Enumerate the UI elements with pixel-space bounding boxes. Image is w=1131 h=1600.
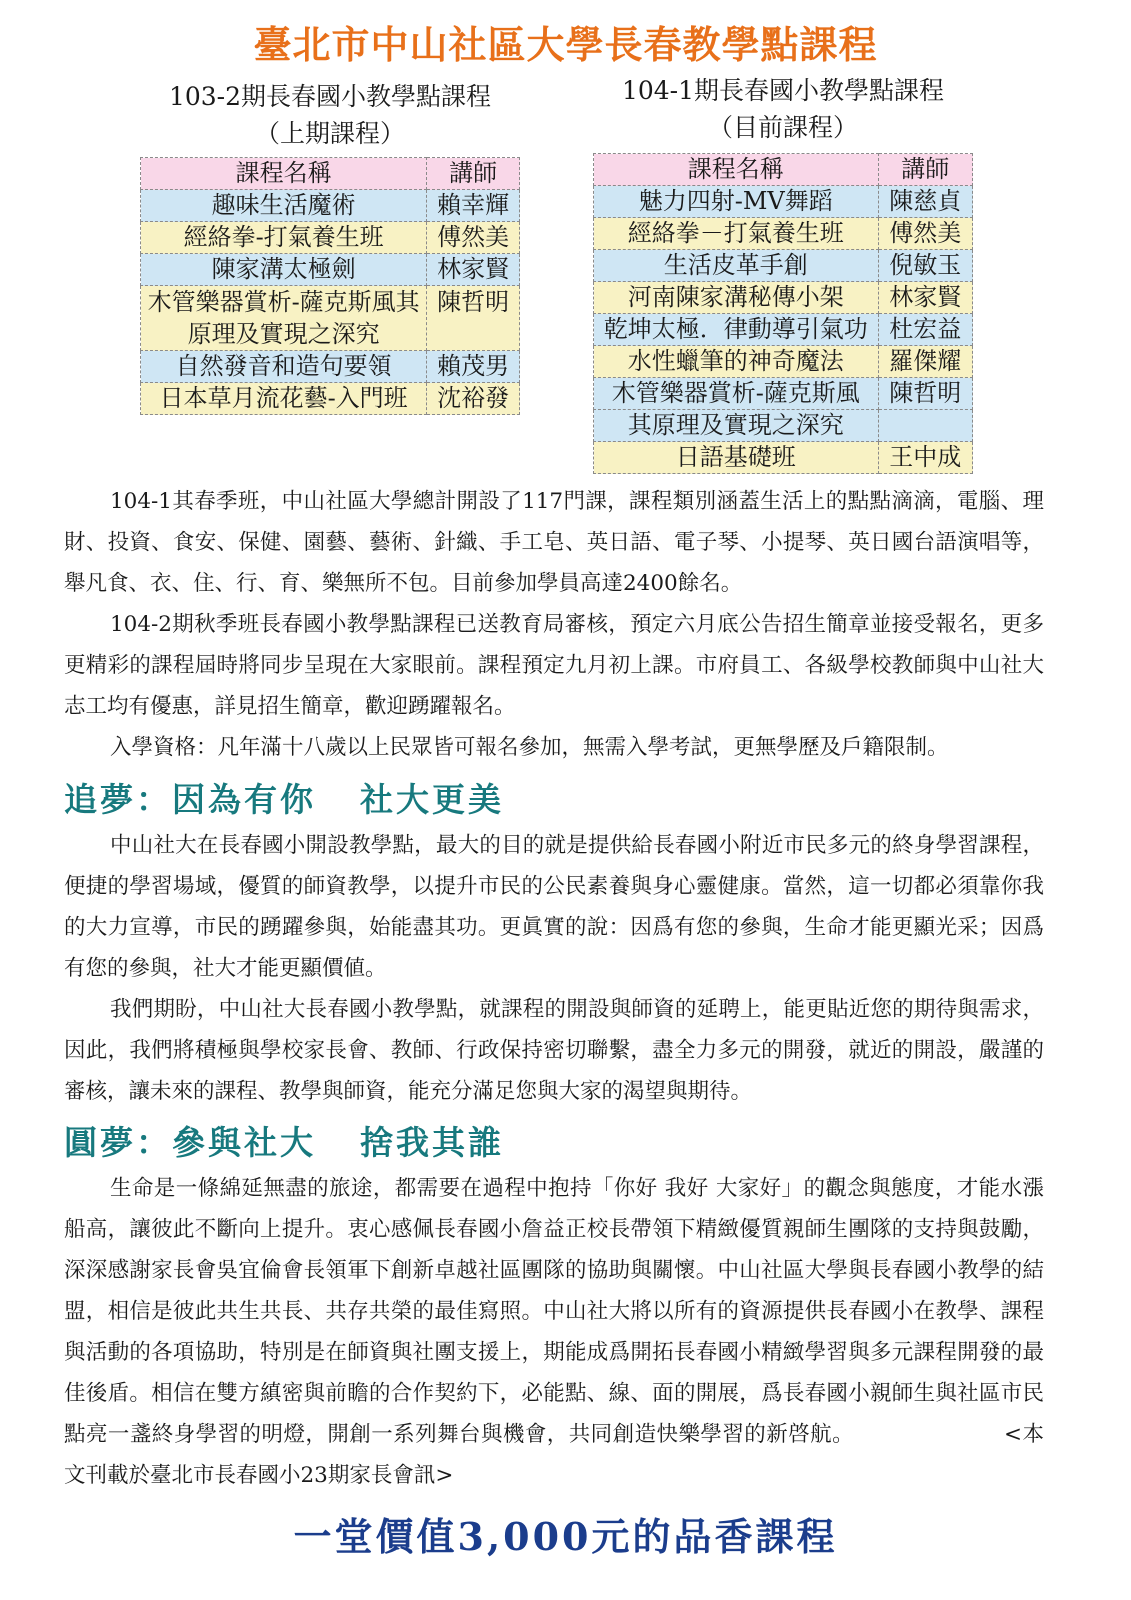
course-name: 生活皮革手創 <box>594 250 879 282</box>
teacher-name <box>878 410 972 442</box>
teacher-name: 林家賢 <box>878 282 972 314</box>
table-row <box>594 410 973 442</box>
intro-paragraph: 104-2期秋季班長春國小教學點課程已送教育局審核，預定六月底公告招生簡章並接受報名，更多更精彩的課程屆時將同步呈現在大家眼前。課程預定九月初上課。市府員工、各級學校教師與中山社大志工均有優惠，詳見招生簡章，歡迎踴躍報名。 <box>64 612 1044 719</box>
page-title: 臺北市中山社區大學長春教學點課程 <box>253 23 878 67</box>
section2-paragraph-text: 生命是一條綿延無盡的旅途，都需要在過程中抱持「你好 我好 大家好」的觀念與態度，才能水漲船高，讓彼此不斷向上提升。衷心感佩長春國小詹益正校長帶領下精緻優質親師生團隊的支持與鼓勵，深深感謝家長會吳宜倫會長領軍下創新卓越社區團隊的協助與關懷。中山社區大學與長春國小教學的結盟，相信是彼此共生共長、共存共榮的最佳寫照。中山社大將以所有的資源提供長春國小在教學、課程與活動的各項協助，特別是在師資與社團支援上，期能成爲開拓長春國小精緻學習與多元課程開發的最佳後盾。相信在雙方縝密與前瞻的合作契約下，必能點、線、面的開展，爲長春國小親師生與社區市民點亮一盞終身學習的明燈，開創一系列舞台與機會，共同創造快樂學習的新啓航。 <box>64 1176 1044 1447</box>
teacher-name: 陳哲明 <box>427 286 520 351</box>
table-header-row <box>141 158 520 190</box>
table-row <box>594 282 973 314</box>
section1-text <box>64 825 1044 1112</box>
course-name: 經絡拳-打氣養生班 <box>141 222 427 254</box>
teacher-name: 倪敏玉 <box>878 250 972 282</box>
intro-paragraph: 104-1其春季班，中山社區大學總計開設了117門課，課程類別涵蓋生活上的點點滴滴，電腦、理財、投資、食安、保健、園藝、藝術、針織、手工皂、英日語、電子琴、小提琴、英日國台語演唱等，舉凡食、衣、住、行、育、樂無所不包。目前參加學員高達2400餘名。 <box>64 489 1044 596</box>
column-header-course: 課程名稱 <box>141 158 427 190</box>
section-heading-part: 社大更美 <box>360 780 504 819</box>
teacher-name: 林家賢 <box>427 254 520 286</box>
course-name: 其原理及實現之深究 <box>594 410 879 442</box>
table-row <box>141 190 520 222</box>
teacher-name: 杜宏益 <box>878 314 972 346</box>
course-name: 自然發音和造句要領 <box>141 351 427 383</box>
teacher-name: 陳慈貞 <box>878 186 972 218</box>
table-header-row <box>594 154 973 186</box>
right-course-table <box>593 153 973 474</box>
course-name: 木管樂器賞析-薩克斯風其原理及實現之深究 <box>141 286 427 351</box>
table-row <box>594 314 973 346</box>
left-semester-subtitle: （上期課程） <box>254 119 405 148</box>
teacher-name: 羅傑耀 <box>878 346 972 378</box>
section-heading-chasing-dreams <box>64 774 504 821</box>
column-header-teacher: 講師 <box>878 154 972 186</box>
table-row <box>141 383 520 415</box>
section-heading-part: 圓夢：參與社大 <box>64 1123 316 1162</box>
teacher-name: 傅然美 <box>878 218 972 250</box>
left-semester-title: 103-2期長春國小教學點課程 <box>168 82 492 111</box>
course-name: 魅力四射-MV舞蹈 <box>594 186 879 218</box>
table-row <box>141 286 520 351</box>
course-name: 經絡拳－打氣養生班 <box>594 218 879 250</box>
course-name: 河南陳家溝秘傳小架 <box>594 282 879 314</box>
section-heading-part: 追夢：因為有你 <box>64 780 316 819</box>
right-semester-subtitle: （目前課程） <box>707 113 858 142</box>
section2-text <box>64 1168 1044 1496</box>
section2-paragraph <box>64 1168 1044 1496</box>
section1-paragraph: 中山社大在長春國小開設教學點，最大的目的就是提供給長春國小附近市民多元的終身學習課程，便捷的學習場域，優質的師資教學，以提升市民的公民素養與身心靈健康。當然，這一切都必須靠你我的大力宣導，市民的踴躍參與，始能盡其功。更眞實的說：因爲有您的參與，生命才能更顯光采；因爲有您的參與，社大才能更顯價値。 <box>64 833 1044 981</box>
course-name: 水性蠟筆的神奇魔法 <box>594 346 879 378</box>
left-course-table <box>140 157 520 415</box>
course-name: 陳家溝太極劍 <box>141 254 427 286</box>
right-semester-title: 104-1期長春國小教學點課程 <box>621 76 945 105</box>
intro-paragraph: 入學資格：凡年滿十八歲以上民眾皆可報名參加，無需入學考試，更無學歷及戶籍限制。 <box>110 735 949 760</box>
teacher-name: 賴幸輝 <box>427 190 520 222</box>
teacher-name: 王中成 <box>878 442 972 474</box>
course-name: 木管樂器賞析-薩克斯風 <box>594 378 879 410</box>
table-row <box>141 222 520 254</box>
bottom-title: 一堂價值3,000元的品香課程 <box>293 1514 838 1559</box>
teacher-name: 傅然美 <box>427 222 520 254</box>
course-name: 日本草月流花藝-入門班 <box>141 383 427 415</box>
course-name: 日語基礎班 <box>594 442 879 474</box>
left-semester-heading <box>140 78 520 152</box>
table-row <box>594 378 973 410</box>
source-note: <本文刊載於臺北市長春國小23期家長會訊> <box>64 1422 1044 1488</box>
teacher-name: 沈裕發 <box>427 383 520 415</box>
table-row <box>594 346 973 378</box>
intro-text <box>64 481 1044 768</box>
course-name: 趣味生活魔術 <box>141 190 427 222</box>
section-heading-part: 捨我其誰 <box>360 1123 504 1162</box>
table-row <box>141 254 520 286</box>
table-row <box>141 351 520 383</box>
section-heading-fulfilling-dreams <box>64 1117 504 1164</box>
table-row <box>594 250 973 282</box>
table-row <box>594 442 973 474</box>
column-header-teacher: 講師 <box>427 158 520 190</box>
teacher-name: 賴茂男 <box>427 351 520 383</box>
table-row <box>594 218 973 250</box>
table-row <box>594 186 973 218</box>
course-name: 乾坤太極．律動導引氣功 <box>594 314 879 346</box>
teacher-name: 陳哲明 <box>878 378 972 410</box>
section1-paragraph: 我們期盼，中山社大長春國小教學點，就課程的開設與師資的延聘上，能更貼近您的期待與需求，因此，我們將積極與學校家長會、教師、行政保持密切聯繫，盡全力多元的開發，就近的開設，嚴謹的審核，讓未來的課程、教學與師資，能充分滿足您與大家的渴望與期待。 <box>64 997 1044 1104</box>
column-header-course: 課程名稱 <box>594 154 879 186</box>
right-semester-heading <box>593 72 973 146</box>
